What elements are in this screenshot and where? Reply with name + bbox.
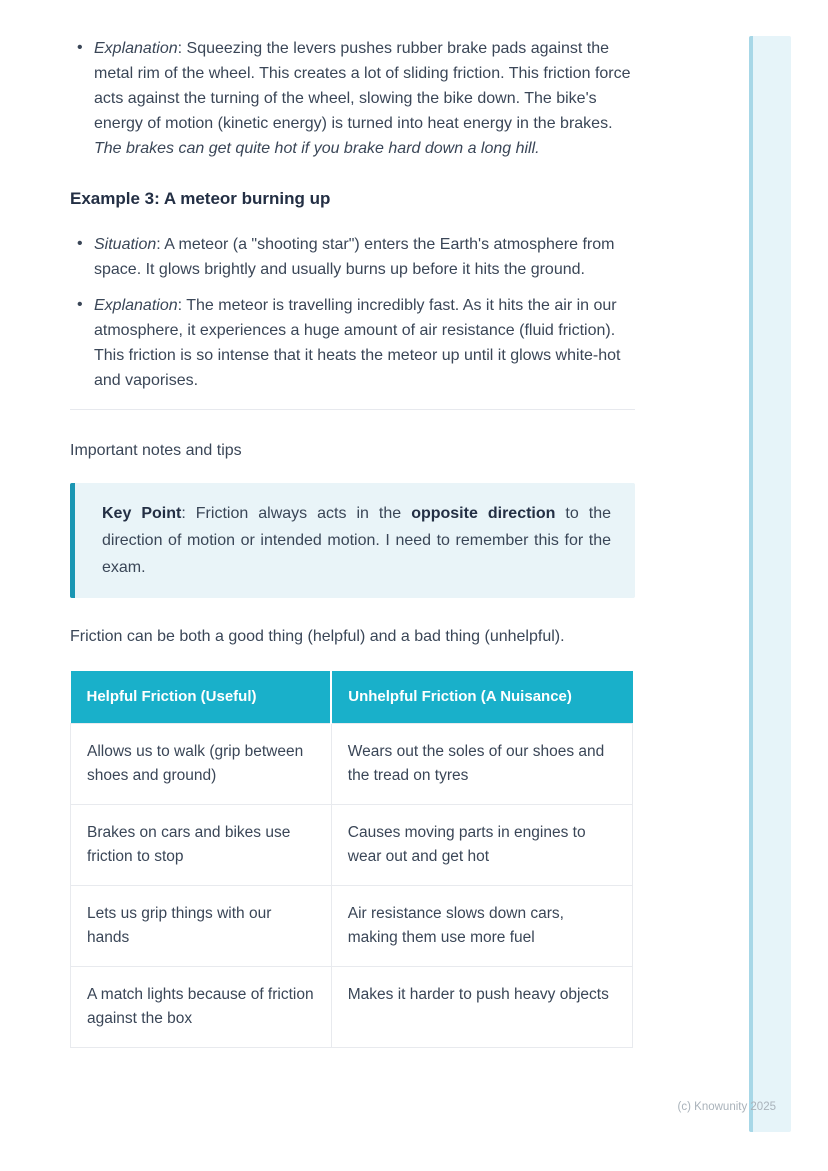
document-content [70, 36, 635, 1048]
keypoint-text [102, 500, 611, 581]
keypoint-text-part1: : Friction always acts in the [181, 505, 412, 522]
list-item-situation [70, 232, 635, 282]
table-header-helpful: Helpful Friction (Useful) [71, 671, 332, 724]
example2-bullet-list [70, 36, 635, 161]
page-edge-highlight-band [749, 36, 791, 1132]
situation-text: : A meteor (a "shooting star") enters the Earth's atmosphere from space. It glows brightly and usually burns up before it hits the ground. [94, 236, 615, 278]
list-item-explanation [70, 36, 635, 161]
list-item-explanation [70, 293, 635, 393]
table-cell: Brakes on cars and bikes use friction to stop [71, 805, 332, 886]
table-row [71, 967, 633, 1048]
table-row [71, 805, 633, 886]
keypoint-label: Key Point [102, 505, 182, 522]
explanation-label: Explanation [94, 297, 178, 314]
explanation-label: Explanation [94, 40, 178, 57]
explanation-italic-note: The brakes can get quite hot if you brake hard down a long hill. [94, 140, 540, 157]
section-divider [70, 409, 635, 410]
notes-section-label: Important notes and tips [70, 442, 242, 459]
friction-intro-paragraph: Friction can be both a good thing (helpful) and a bad thing (unhelpful). [70, 628, 565, 645]
table-row [71, 886, 633, 967]
table-cell: Allows us to walk (grip between shoes and ground) [71, 724, 332, 805]
table-row [71, 724, 633, 805]
table-cell: A match lights because of friction against the box [71, 967, 332, 1048]
keypoint-text-part2: to the direction of motion or intended motion. I need to remember this for the exam. [102, 505, 612, 576]
copyright-footer: (c) Knowunity 2025 [677, 1101, 776, 1113]
table-cell: Causes moving parts in engines to wear out and get hot [331, 805, 632, 886]
situation-label: Situation [94, 236, 157, 253]
table-header-row [71, 671, 633, 724]
example3-heading: Example 3: A meteor burning up [70, 189, 331, 208]
explanation-text: : The meteor is travelling incredibly fast. As it hits the air in our atmosphere, it experiences a huge amount of air resistance (fluid friction). This friction is so intense that it heats the meteor up until it glows white-hot and vaporises. [94, 297, 621, 389]
example3-bullet-list [70, 232, 635, 393]
table-cell: Lets us grip things with our hands [71, 886, 332, 967]
table-cell: Wears out the soles of our shoes and the tread on tyres [331, 724, 632, 805]
friction-comparison-table [70, 671, 633, 1048]
keypoint-bold-phrase: opposite direction [411, 505, 556, 522]
explanation-text: : Squeezing the levers pushes rubber brake pads against the metal rim of the wheel. This creates a lot of sliding friction. This friction force acts against the turning of the wheel, slowing the bike down. The bike's energy of motion (kinetic energy) is turned into heat energy in the brakes. [94, 40, 631, 132]
keypoint-callout [70, 483, 635, 598]
table-cell: Makes it harder to push heavy objects [331, 967, 632, 1048]
table-cell: Air resistance slows down cars, making them use more fuel [331, 886, 632, 967]
table-header-unhelpful: Unhelpful Friction (A Nuisance) [331, 671, 632, 724]
